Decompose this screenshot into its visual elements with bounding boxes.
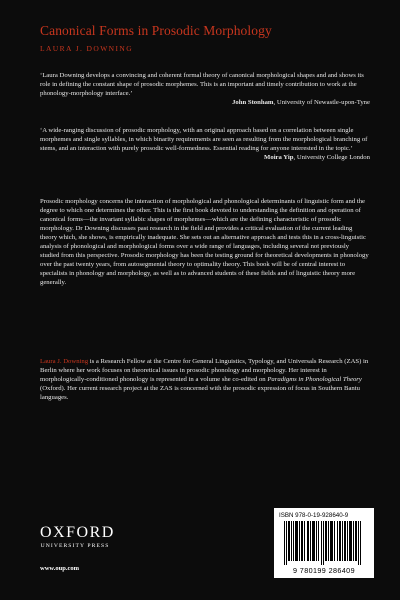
quote-text: ‘A wide-ranging discussion of prosodic morphology, with an original approach based on a correlation between single morphemes and single syllables, in which binarity requirements are seen as resulting from the morphological branching of stems, and an interaction with purely prosodic well-formedness. Essential reading for anyone interested in the topic.’ xyxy=(40,127,368,152)
book-description: Prosodic morphology concerns the interaction of morphological and phonological determinants of linguistic form and the degree to which one determines the other. This is the first book devoted to understanding the definition and operation of canonical forms—the invariant syllabic shapes of morphemes—which are the defining characteristic of prosodic morphology. Dr Downing discusses past research in the field and provides a critical evaluation of the current leading theory which, she shows, is empirically inadequate. She sets out an alternative approach and tests this in a cross-linguistic analysis of phonological and morphological forms over a wide range of languages, including several not previously studied from this perspective. Prosodic morphology has been the testing ground for theoretical developments in phonology over the past twenty years, from autosegmental theory to optimality theory. This book will be of central interest to specialists in phonology and morphology, as well as to advanced students of these fields and of linguistic theory more generally. xyxy=(40,198,369,286)
reviewer-affiliation: , University College London xyxy=(293,153,370,161)
quote-text: ‘Laura Downing develops a convincing and coherent formal theory of canonical morphological shapes and and shows its role in defining the constant shape of prosodic morphemes. This is an important and timely contribution to work at the phonology-morphology interface.’ xyxy=(40,72,364,97)
book-title: Canonical Forms in Prosodic Morphology xyxy=(40,23,272,38)
publisher-url: www.oup.com xyxy=(40,565,80,572)
author-bio xyxy=(40,358,370,403)
reviewer-name: John Stonham xyxy=(232,98,274,106)
bio-book-title: Paradigms in Phonological Theory xyxy=(267,375,362,383)
quote-attribution xyxy=(40,154,370,163)
review-quote-1 xyxy=(40,72,370,108)
reviewer-name: Moira Yip xyxy=(264,153,294,161)
logo-main-text: OXFORD xyxy=(40,524,115,541)
barcode-icon xyxy=(284,521,364,565)
bio-text-1: is a Research Fellow at the Centre for General Linguistics, Typology, and Universals Research (ZAS) in Berlin where her work focuses on theoretical issues in prosodic phonology and morphology. Her interest in morphologically-conditioned phonology is represented in a volume she co-edited on xyxy=(40,358,369,383)
author-name: LAURA J. DOWNING xyxy=(40,44,134,53)
bio-author-name: Laura J. Downing xyxy=(40,358,89,365)
bio-text-2: (Oxford). Her current research project at the ZAS is concerned with the prosodic expression of focus in Southern Bantu languages. xyxy=(40,384,360,401)
quote-attribution xyxy=(40,99,370,108)
logo-sub-text: UNIVERSITY PRESS xyxy=(40,543,110,549)
review-quote-2 xyxy=(40,127,370,163)
reviewer-affiliation: , University of Newastle-upon-Tyne xyxy=(273,98,370,106)
barcode-number: 9 780199 286409 xyxy=(293,566,355,575)
isbn-label: ISBN 978-0-19-928640-9 xyxy=(279,512,349,519)
barcode-box xyxy=(274,508,374,578)
publisher-logo xyxy=(40,524,115,549)
